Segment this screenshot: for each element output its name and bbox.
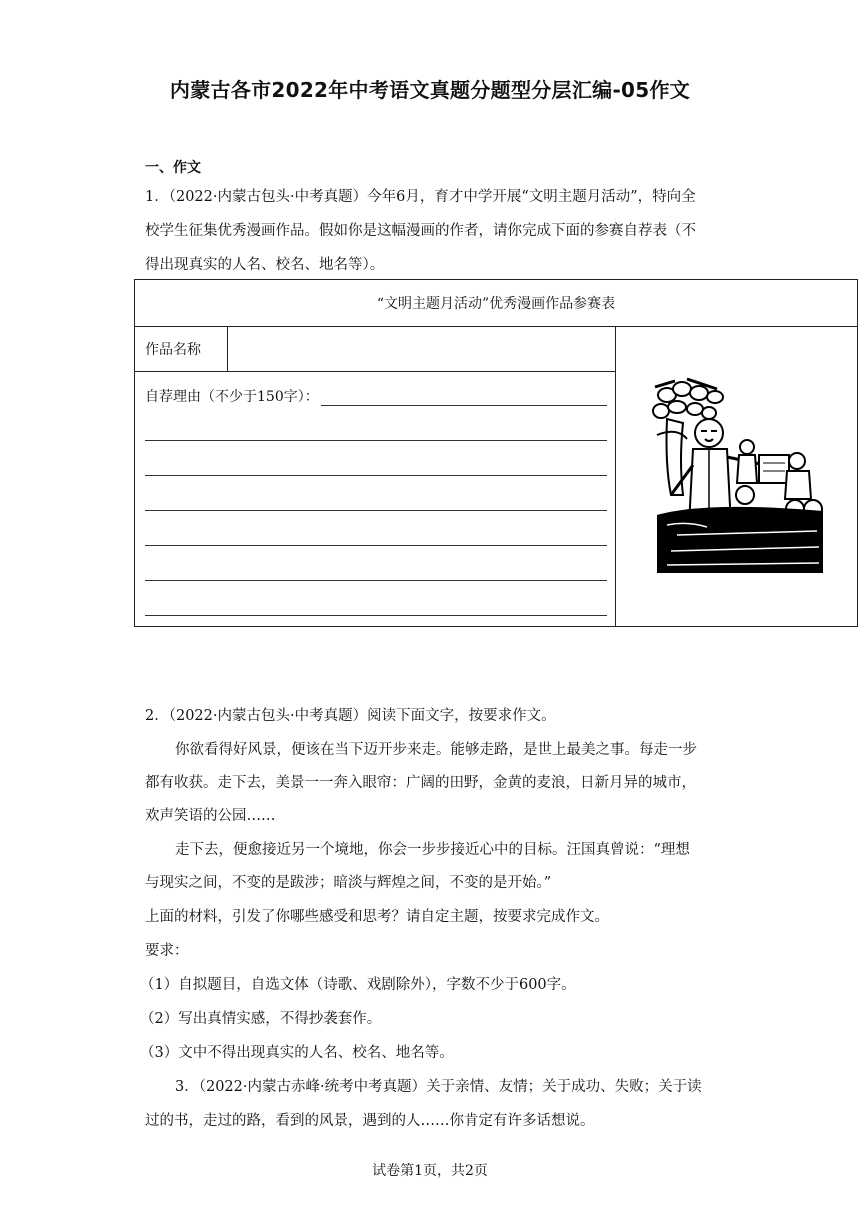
q2-material-line: 你欲看得好风景，便该在当下迈开步来走。能够走路，是世上最美之事。每走一步: [175, 742, 697, 758]
q1-line: 校学生征集优秀漫画作品。假如你是这幅漫画的作者，请你完成下面的参赛自荐表（不: [145, 223, 696, 239]
q2-requirement: （2）写出真情实感，不得抄袭套作。: [140, 1011, 382, 1027]
q2-material-line: 都有收获。走下去，美景一一奔入眼帘：广阔的田野，金黄的麦浪，日新月异的城市，: [145, 775, 696, 791]
table-header: “文明主题月活动”优秀漫画作品参赛表: [135, 280, 858, 327]
q2-material-line: 欢声笑语的公园……: [145, 808, 276, 824]
work-name-field[interactable]: [228, 327, 616, 372]
q3-line: 过的书，走过的路，看到的风景，遇到的人……你肯定有许多话想说。: [145, 1113, 595, 1129]
cartoon-cell: [616, 327, 858, 627]
q1-line: 得出现真实的人名、校名、地名等）。: [145, 257, 385, 273]
q2-requirement: （3）文中不得出现真实的人名、校名、地名等。: [140, 1045, 454, 1061]
entry-form-table: [134, 279, 858, 627]
section-heading: 一、作文: [145, 160, 201, 176]
q2-material-line: 走下去，便愈接近另一个境地，你会一步步接近心中的目标。汪国真曾说：“理想: [175, 842, 690, 858]
q1-line: 1．（2022·内蒙古包头·中考真题）今年6月，育才中学开展“文明主题月活动”，特向全: [145, 189, 696, 205]
reason-cell: [135, 372, 616, 627]
reason-blank-line[interactable]: [145, 546, 607, 581]
work-name-label: 作品名称: [135, 327, 228, 372]
page-title: 内蒙古各市2022年中考语文真题分题型分层汇编-05作文: [169, 78, 691, 102]
cartoon-illustration-icon: [647, 375, 827, 575]
q2-requirement: （1）自拟题目，自选文体（诗歌、戏剧除外），字数不少于600字。: [140, 977, 576, 993]
reason-blank-line[interactable]: [145, 441, 607, 476]
reason-blank-line[interactable]: [145, 476, 607, 511]
q2-material-line: 与现实之间，不变的是跋涉；暗淡与辉煌之间，不变的是开始。”: [145, 875, 552, 891]
q3-line: 3．（2022·内蒙古赤峰·统考中考真题）关于亲情、友情；关于成功、失败；关于读: [175, 1079, 702, 1095]
reason-label: 自荐理由（不少于150字）：: [145, 389, 319, 405]
reason-blank-line[interactable]: [145, 511, 607, 546]
page-footer: 试卷第1页，共2页: [372, 1163, 488, 1179]
reason-blank-line[interactable]: [145, 406, 607, 441]
q2-requirements-label: 要求：: [145, 943, 189, 959]
q2-heading: 2．（2022·内蒙古包头·中考真题）阅读下面文字，按要求作文。: [145, 708, 556, 724]
q2-prompt: 上面的材料，引发了你哪些感受和思考？请自定主题，按要求完成作文。: [145, 909, 609, 925]
reason-blank-line[interactable]: [145, 581, 607, 616]
reason-blank[interactable]: [321, 391, 607, 406]
